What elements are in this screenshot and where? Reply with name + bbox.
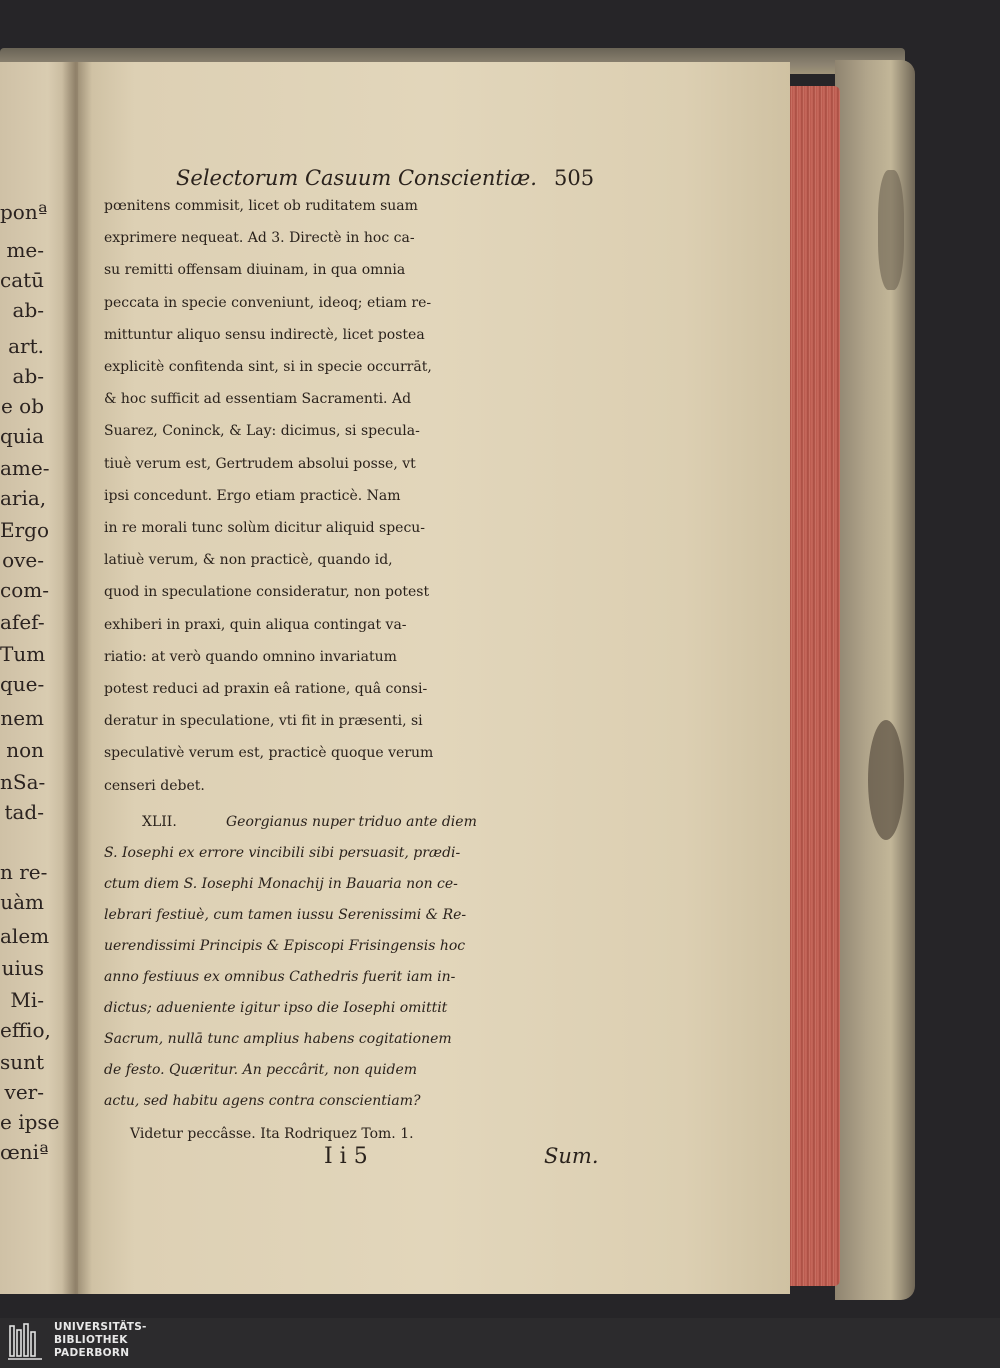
text-line: latiuè verum, & non practicè, quando id, — [104, 552, 393, 569]
left-page-fragment: nSa- — [0, 770, 46, 794]
gutter-shadow — [62, 62, 92, 1294]
text-line: exhiberi in praxi, quin aliqua contingat va- — [104, 616, 407, 633]
left-page-fragment: art. — [8, 334, 44, 358]
left-page-fragment: tad- — [4, 800, 44, 824]
text-line: riatio: at verò quando omnino invariatum — [104, 648, 397, 665]
text-line: deratur in speculatione, vti fit in præsenti, si — [104, 713, 423, 730]
library-footer-bar — [0, 1318, 1000, 1368]
case-number: XLII. — [142, 813, 177, 830]
left-page-fragment: catū — [0, 268, 45, 292]
text-line: in re morali tunc solùm dicitur aliquid specu- — [104, 520, 426, 536]
text-line: explicitè confitenda sint, si in specie occurrāt, — [104, 359, 432, 375]
text-line: quod in speculatione consideratur, non potest — [104, 584, 430, 601]
text-line: su remitti offensam diuinam, in qua omnia — [104, 262, 406, 279]
catchword: Sum. — [544, 1144, 599, 1168]
left-page-fragment: Tum — [0, 642, 46, 666]
left-page-fragment: ponª — [0, 200, 48, 224]
text-line: ipsi concedunt. Ergo etiam practicè. Nam — [104, 487, 401, 504]
case-line: Sacrum, nullā tunc amplius habens cogitationem — [104, 1030, 452, 1047]
signature-mark: I i 5 — [324, 1144, 368, 1169]
left-page-fragment: ove- — [2, 548, 44, 572]
case-line: de festo. Quæritur. An peccârit, non quidem — [104, 1061, 418, 1078]
text-line: censeri debet. — [104, 777, 205, 794]
left-page-fragment: nem — [0, 706, 44, 730]
left-page-fragment: non — [6, 738, 44, 762]
case-line: lebrari festiuè, cum tamen iussu Serenissimi & Re- — [104, 906, 467, 923]
logo-line-1: UNIVERSITÄTS- — [54, 1321, 147, 1333]
case-line: ctum diem S. Iosephi Monachij in Bauaria non ce- — [104, 875, 458, 892]
left-page-fragment: aria, — [0, 486, 47, 510]
case-line: actu, sed habitu agens contra conscientiam? — [104, 1092, 421, 1109]
left-page-fragment: Ergo — [0, 518, 50, 542]
logo-line-2: BIBLIOTHEK — [54, 1334, 128, 1346]
left-page-fragment: ame- — [0, 456, 50, 480]
running-header: Selectorum Casuum Conscientiæ. — [176, 166, 537, 190]
cover-stain — [878, 170, 904, 290]
case-line: S. Iosephi ex errore vincibili sibi persuasit, prædi- — [104, 844, 461, 861]
left-page-fragment: e ob — [0, 394, 44, 418]
left-page-fragment: sunt — [0, 1050, 45, 1074]
left-page-fragment: œniª — [0, 1140, 49, 1164]
left-page-fragment: effio, — [0, 1018, 51, 1042]
text-line: mittuntur aliquo sensu indirectè, licet postea — [104, 326, 425, 343]
left-page-fragment: me- — [6, 238, 44, 262]
left-page-fragment: afef- — [0, 610, 45, 634]
library-logo-icon — [8, 1322, 46, 1362]
left-page-fragment: ver- — [4, 1080, 44, 1104]
case-line: anno festiuus ex omnibus Cathedris fuerit iam in- — [104, 968, 456, 985]
text-line: tiuè verum est, Gertrudem absolui posse, vt — [104, 455, 416, 472]
left-page-fragment: e ipse — [0, 1110, 60, 1134]
left-page-fragment: quia — [0, 424, 45, 448]
text-line: speculativè verum est, practicè quoque verum — [104, 745, 434, 762]
text-line: pœnitens commisit, licet ob ruditatem suam — [104, 198, 418, 214]
case-line: dictus; adueniente igitur ipso die Iosephi omittit — [104, 999, 448, 1016]
case-line: Georgianus nuper triduo ante diem — [226, 813, 477, 830]
left-page-fragment: que- — [0, 672, 45, 696]
text-line: potest reduci ad praxin eâ ratione, quâ consi- — [104, 681, 428, 697]
left-page-fragment: com- — [0, 578, 49, 602]
text-line: exprimere nequeat. Ad 3. Directè in hoc ca- — [104, 230, 415, 247]
cover-stain — [868, 720, 904, 840]
text-line: peccata in specie conveniunt, ideoq; etiam re- — [104, 294, 432, 311]
logo-line-3: PADERBORN — [54, 1347, 130, 1359]
left-page-fragment: Mi- — [10, 988, 44, 1012]
page-number: 505 — [554, 166, 595, 190]
text-line: Suarez, Coninck, & Lay: dicimus, si specula- — [104, 423, 420, 440]
left-page-fragment: ab- — [12, 298, 44, 322]
left-page-fragment: alem — [0, 924, 50, 948]
case-line: uerendissimi Principis & Episcopi Frisingensis hoc — [104, 937, 466, 954]
right-page — [78, 62, 790, 1294]
text-line: & hoc sufficit ad essentiam Sacramenti. Ad — [104, 391, 412, 408]
left-page-fragment: n re- — [0, 860, 48, 884]
left-page-fragment: uius — [1, 956, 44, 980]
library-logo-text — [54, 1321, 147, 1360]
left-page-fragment: uàm — [0, 890, 44, 914]
text-line: Videtur peccâsse. Ita Rodriquez Tom. 1. — [130, 1125, 414, 1142]
left-page-fragment: ab- — [12, 364, 44, 388]
